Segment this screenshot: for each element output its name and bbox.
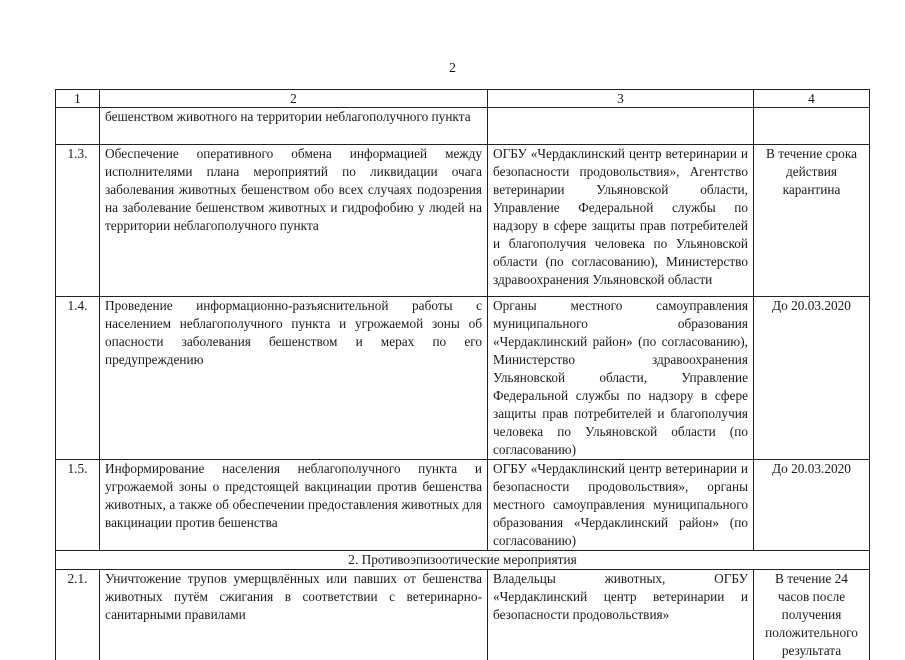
column-header-3: 3: [488, 90, 754, 108]
table-header-row: [56, 90, 870, 108]
term-cell: До 20.03.2020: [754, 460, 870, 551]
activity-cell: бешенством животного на территории неблагополучного пункта: [100, 108, 488, 145]
row-number: 1.5.: [56, 460, 100, 551]
column-header-4: 4: [754, 90, 870, 108]
row-number: 1.4.: [56, 297, 100, 460]
term-cell: В течение срока действия карантина: [754, 145, 870, 297]
responsible-cell: [488, 108, 754, 145]
measures-table: [55, 89, 870, 660]
column-header-1: 1: [56, 90, 100, 108]
table-row: [56, 460, 870, 551]
table-row-continuation: [56, 108, 870, 145]
row-number: 2.1.: [56, 570, 100, 660]
table-row: [56, 145, 870, 297]
row-number: [56, 108, 100, 145]
activity-cell: Проведение информационно-разъяснительной работы с населением неблагополучного пункта и угрожаемой зоны об опасности заболевания бешенством и мерах по его предупреждению: [100, 297, 488, 460]
activity-cell: Обеспечение оперативного обмена информацией между исполнителями плана мероприятий по ликвидации очага заболевания животных бешенством обо всех случаях подозрения на заболевание бешенством животных и гидрофобию у людей на территории неблагополучного пункта: [100, 145, 488, 297]
term-cell: В течение 24 часов после получения положительного результата: [754, 570, 870, 660]
section-heading-row: [56, 551, 870, 570]
section-title: 2. Противоэпизоотические мероприятия: [56, 551, 870, 570]
page-number: 2: [0, 61, 905, 77]
responsible-cell: ОГБУ «Чердаклинский центр ветеринарии и безопасности продовольствия», Агентство ветеринарии Ульяновской области, Управление Федеральной службы по надзору в сфере защиты прав потребителей и благополучия человека по Ульяновской области (по согласованию), Министерство здравоохранения Ульяновской области: [488, 145, 754, 297]
table-row: [56, 297, 870, 460]
responsible-cell: Владельцы животных, ОГБУ «Чердаклинский центр ветеринарии и безопасности продовольствия»: [488, 570, 754, 660]
responsible-cell: Органы местного самоуправления муниципального образования «Чердаклинский район» (по согласованию), Министерство здравоохранения Ульяновской области, Управление Федеральной службы по надзору в сфере защиты прав потребителей и благополучия человека по Ульяновской области (по согласованию): [488, 297, 754, 460]
column-header-2: 2: [100, 90, 488, 108]
term-cell: До 20.03.2020: [754, 297, 870, 460]
activity-cell: Уничтожение трупов умерщвлённых или павших от бешенства животных путём сжигания в соответствии с ветеринарно-санитарными правилами: [100, 570, 488, 660]
row-number: 1.3.: [56, 145, 100, 297]
term-cell: [754, 108, 870, 145]
responsible-cell: ОГБУ «Чердаклинский центр ветеринарии и безопасности продовольствия», органы местного самоуправления муниципального образования «Чердаклинский район» (по согласованию): [488, 460, 754, 551]
table-row: [56, 570, 870, 660]
activity-cell: Информирование населения неблагополучного пункта и угрожаемой зоны о предстоящей вакцинации против бешенства животных, а также об обеспечении предоставления животных для вакцинации против бешенства: [100, 460, 488, 551]
